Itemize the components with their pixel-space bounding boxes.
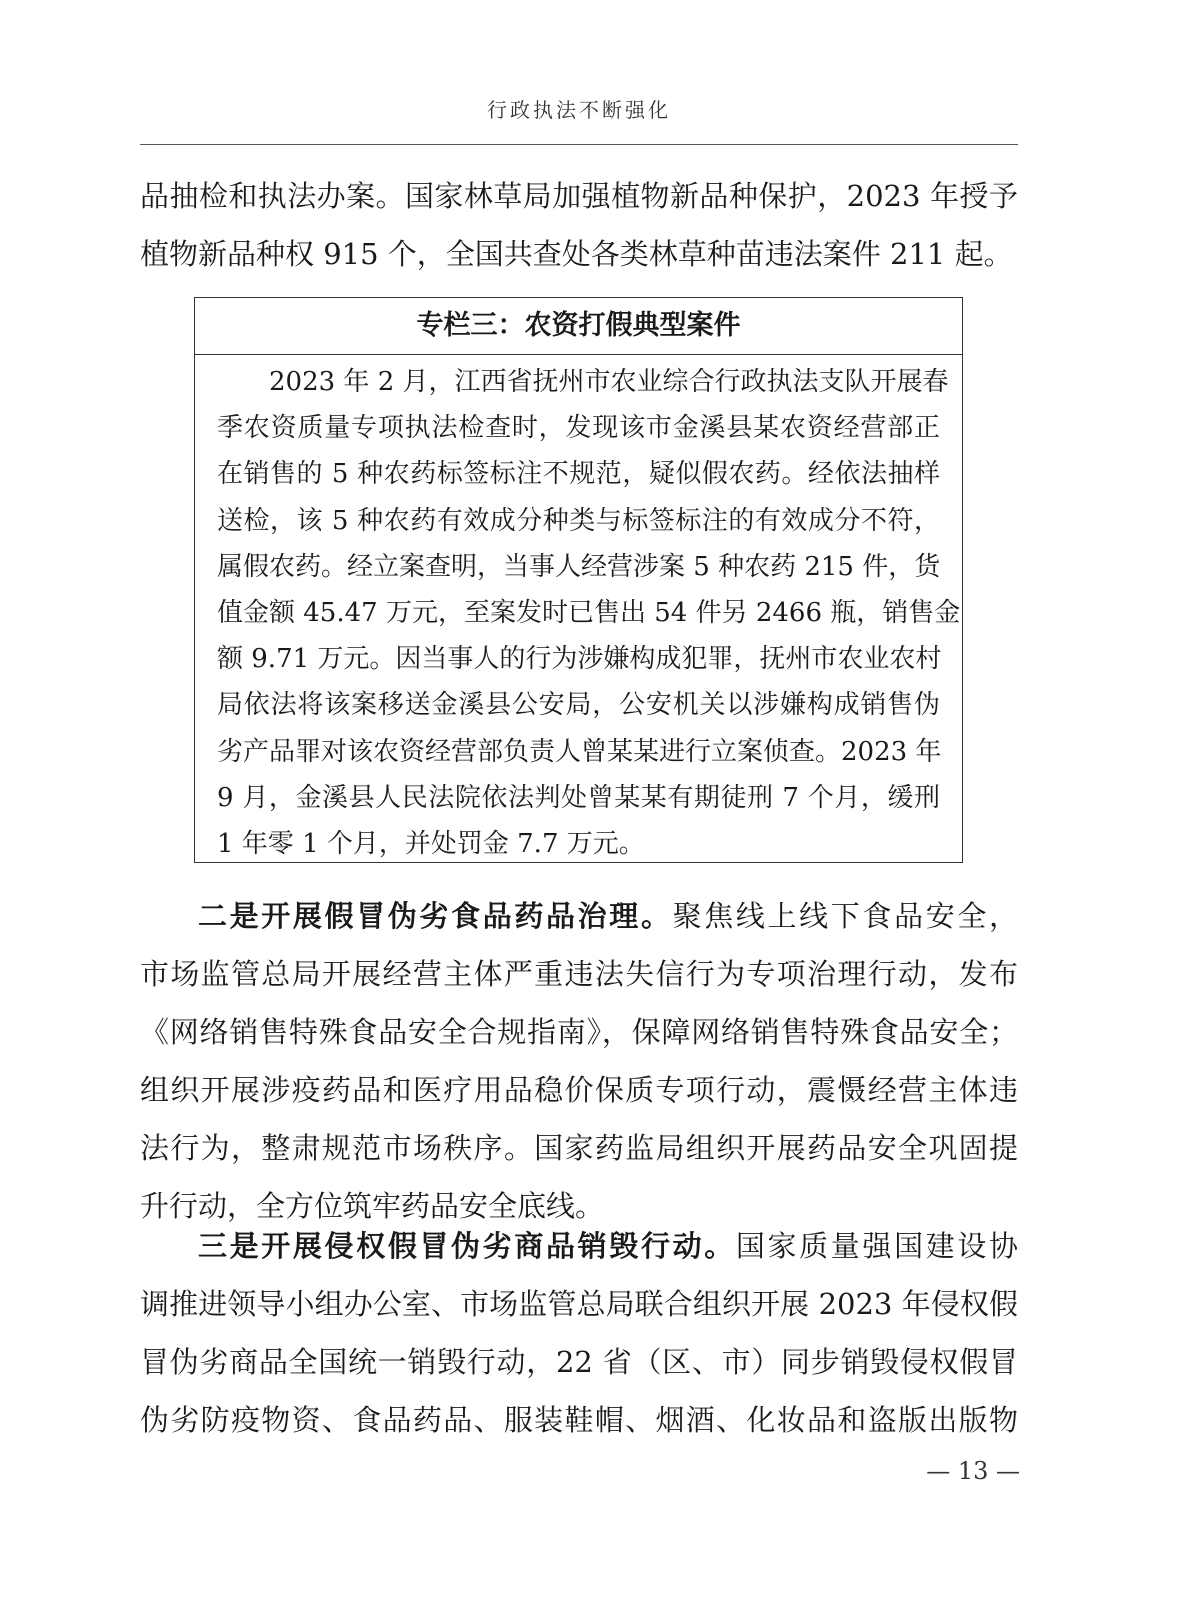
text-line: 2023 年 2 月，江西省抚州市农业综合行政执法支队开展春	[269, 367, 949, 397]
text-line: 季农资质量专项执法检查时，发现该市金溪县某农资经营部正	[217, 413, 940, 444]
text-line: 市场监管总局开展经营主体严重违法失信行为专项治理行动，发布	[140, 957, 1018, 991]
paragraph-lead: 三是开展侵权假冒伪劣商品销毁行动。	[198, 1229, 736, 1263]
running-header: 行政执法不断强化	[487, 98, 671, 122]
text-line: 额 9.71 万元。因当事人的行为涉嫌构成犯罪，抚州市农业农村	[217, 644, 942, 675]
paragraph-food-drug	[140, 887, 1018, 1235]
text-line: 1 年零 1 个月，并处罚金 7.7 万元。	[217, 829, 645, 860]
paragraph-lead: 二是开展假冒伪劣食品药品治理。	[198, 899, 673, 933]
text-line: 9 月，金溪县人民法院依法判处曾某某有期徒刑 7 个月，缓刑	[217, 782, 940, 813]
text-line: 冒伪劣商品全国统一销毁行动，22 省（区、市）同步销毁侵权假冒	[140, 1345, 1018, 1379]
text-line: 植物新品种权 915 个，全国共查处各类林草种苗违法案件 211 起。	[140, 237, 1013, 271]
text-line: 调推进领导小组办公室、市场监管总局联合组织开展 2023 年侵权假	[140, 1287, 1018, 1321]
text-line: 值金额 45.47 万元，至案发时已售出 54 件另 2466 瓶，销售金	[217, 598, 961, 629]
case-sidebar-box	[194, 297, 963, 863]
text-line: 在销售的 5 种农药标签标注不规范，疑似假农药。经依法抽样	[217, 459, 940, 490]
text-line: 送检，该 5 种农药有效成分种类与标签标注的有效成分不符，	[217, 505, 940, 536]
sidebar-title: 专栏三：农资打假典型案件	[195, 298, 962, 355]
text-line: 法行为，整肃规范市场秩序。国家药监局组织开展药品安全巩固提	[140, 1131, 1018, 1165]
text-line	[140, 1217, 1018, 1275]
text-line: 组织开展涉疫药品和医疗用品稳价保质专项行动，震慑经营主体违	[140, 1073, 1018, 1107]
sidebar-body	[195, 355, 962, 867]
header-divider	[140, 144, 1018, 145]
text-line: 劣产品罪对该农资经营部负责人曾某某进行立案侦查。2023 年	[217, 736, 942, 767]
page-number: — 13 —	[926, 1457, 1020, 1485]
text-line: 《网络销售特殊食品安全合规指南》，保障网络销售特殊食品安全；	[140, 1015, 1018, 1049]
text-line: 局依法将该案移送金溪县公安局，公安机关以涉嫌构成销售伪	[217, 690, 940, 721]
text-run: 国家质量强国建设协	[735, 1229, 1018, 1263]
text-line	[140, 887, 1018, 945]
intro-paragraph	[140, 167, 1018, 283]
text-line: 伪劣防疫物资、食品药品、服装鞋帽、烟酒、化妆品和盗版出版物	[140, 1403, 1018, 1437]
text-line: 升行动，全方位筑牢药品安全底线。	[140, 1189, 605, 1223]
text-line: 品抽检和执法办案。国家林草局加强植物新品种保护，2023 年授予	[140, 179, 1018, 213]
paragraph-destruction	[140, 1217, 1018, 1449]
text-run: 聚焦线上线下食品安全，	[672, 899, 1018, 933]
text-line: 属假农药。经立案查明，当事人经营涉案 5 种农药 215 件，货	[217, 551, 941, 582]
